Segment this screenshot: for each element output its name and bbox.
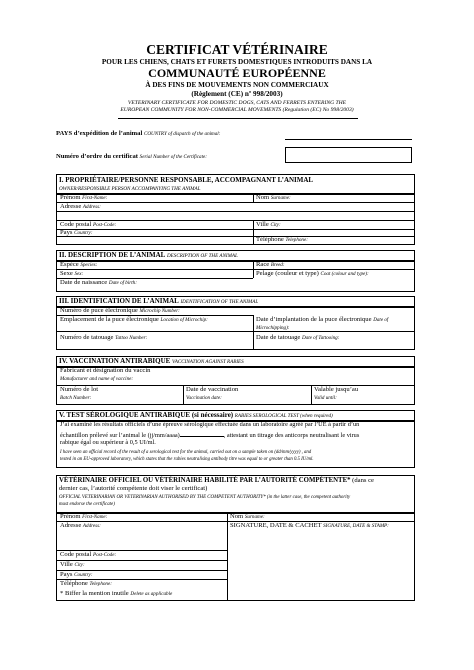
footnote: * Biffer la mention inutile Delete as applicable xyxy=(60,590,173,597)
tattoo-number-field[interactable]: Numéro de tatouage Tattoo Number: xyxy=(60,334,148,341)
vet-telephone-field[interactable]: Téléphone Telephone: xyxy=(60,580,112,587)
owner-postcode-field[interactable]: Code postal Post-Code: xyxy=(60,221,117,228)
section-veterinarian xyxy=(56,475,415,601)
coat-field[interactable]: Pelage (couleur et type) Coat (colour and type): xyxy=(256,270,369,277)
serial-number-label: Numéro d’ordre du certificat Serial Number of the Certificate: xyxy=(56,153,207,160)
sex-field[interactable]: Sexe Sex: xyxy=(60,270,84,277)
batch-number-field[interactable]: Numéro de lot Batch Number: xyxy=(60,386,99,401)
section-identification-header: III. IDENTIFICATION DE L’ANIMAL IDENTIFICATION OF THE ANIMAL xyxy=(57,297,414,308)
vaccination-date-field[interactable]: Date de vaccination Vaccination date: xyxy=(186,386,239,401)
section-serology xyxy=(56,410,415,468)
owner-surname-field[interactable]: Nom Surname: xyxy=(256,194,291,201)
vet-address-field[interactable]: Adresse Address: xyxy=(60,522,101,529)
sample-date-field[interactable] xyxy=(180,430,224,437)
section-vaccination-header: IV. VACCINATION ANTIRABIQUE VACCINATION AGAINST RABIES xyxy=(57,357,414,368)
vet-surname-field[interactable]: Nom Surname: xyxy=(230,513,265,520)
microchip-date-field[interactable]: Date d’implantation de la puce électronique Date of Microchipping): xyxy=(256,316,389,331)
country-dispatch-field[interactable] xyxy=(285,139,412,140)
vet-city-field[interactable]: Ville City: xyxy=(60,561,85,568)
owner-address-field[interactable]: Adresse Address: xyxy=(60,203,101,210)
signature-stamp-area[interactable]: SIGNATURE, DATE & CACHET SIGNATURE, DATE & STAMP: xyxy=(230,522,389,529)
header-english-1: VETERINARY CERTIFICATE FOR DOMESTIC DOGS, CATS AND FERRETS ENTERING THE xyxy=(127,100,347,106)
header-divider xyxy=(118,118,358,119)
country-dispatch-label: PAYS d’expédition de l’animal COUNTRY of dispatch of the animal: xyxy=(56,130,221,137)
valid-until-field[interactable]: Valable jusqu’au Valid until: xyxy=(314,386,359,401)
serology-statement-line-3: rabique égal ou supérieur à 0,5 UI/ml. xyxy=(60,439,156,446)
tattoo-date-field[interactable]: Date de tatouage Date of Tattooing: xyxy=(256,334,340,341)
vet-firstname-field[interactable]: Prénom First-Name: xyxy=(60,513,108,520)
section-animal-description-header: II. DESCRIPTION DE L’ANIMAL DESCRIPTION OF THE ANIMAL xyxy=(57,251,414,262)
serology-english-2: tested in an EU-approved laboratory, which states that the rabies neutralising antibody titre was equal to or greater than 0.5 IU/ml. xyxy=(60,457,314,462)
header-subtitle-1: POUR LES CHIENS, CHATS ET FURETS DOMESTIQUES INTRODUITS DANS LA xyxy=(101,58,373,66)
section-identification xyxy=(56,296,415,350)
section-owner xyxy=(56,174,415,245)
species-field[interactable]: Espèce Species: xyxy=(60,261,98,268)
breed-field[interactable]: Race Breed: xyxy=(256,261,285,268)
microchip-location-field[interactable]: Emplacement de la puce électronique Location of Microchip: xyxy=(60,316,208,323)
header-subtitle-2: COMMUNAUTÉ EUROPÉENNE xyxy=(148,66,326,80)
serology-statement-line-2: échantillon prélevé sur l’animal le (jj/mm/aaaa) , attestant un titrage des anticorps neutralisant le virus xyxy=(60,432,360,439)
serology-statement-line-1: J’ai examiné les résultats officiels d’une épreuve sérologique effectuée dans un laboratoire agréé par l’UE à partir d’un xyxy=(60,421,360,428)
section-vaccination xyxy=(56,356,415,405)
serology-english-1: I have seen an official record of the result of a serological test for the animal, carried out on a sample taken on (dd/mm/yyyy) , and xyxy=(60,450,312,455)
vet-postcode-field[interactable]: Code postal Post-Code: xyxy=(60,551,117,558)
owner-city-field[interactable]: Ville City: xyxy=(256,221,281,228)
microchip-number-field[interactable]: Numéro de puce électronique Microchip Number: xyxy=(60,307,180,314)
certificate-title: CERTIFICAT VÉTÉRINAIRE xyxy=(146,42,328,57)
header-english-2: EUROPEAN COMMUNITY FOR NON-COMMERCIAL MOVEMENTS (Regulation (EC) No 998/2003) xyxy=(120,107,354,113)
header-regulation: (Règlement (CE) nº 998/2003) xyxy=(191,90,283,98)
owner-telephone-field[interactable]: Téléphone Telephone: xyxy=(256,236,308,243)
vet-country-field[interactable]: Pays Country: xyxy=(60,571,93,578)
section-serology-header: V. TEST SÉROLOGIQUE ANTIRABIQUE (si nécessaire) RABIES SEROLOGICAL TEST (when required) xyxy=(57,411,414,422)
section-veterinarian-header: VÉTÉRINAIRE OFFICIEL OU VÉTÉRINAIRE HABILITÉ PAR L’AUTORITÉ COMPÉTENTE* (dans ce dernier cas, l’autorité compétente doit viser le certificat) OFFICIAL VETERINARIAN OR VETERINARIAN AUTHORISED BY THE COMPETENT AUTHORITY* (in the latter case, the competent authority must endorse the certificate) xyxy=(57,476,414,514)
serial-number-field[interactable] xyxy=(285,147,412,163)
birthdate-field[interactable]: Date de naissance Date of birth: xyxy=(60,279,137,286)
owner-country-field[interactable]: Pays Country: xyxy=(60,229,93,236)
section-animal-description xyxy=(56,250,415,292)
section-owner-header: I. PROPRIÉTAIRE/PERSONNE RESPONSABLE, ACCOMPAGNANT L’ANIMAL OWNER/RESPONSIBLE PERSON ACCOMPANYING THE ANIMAL xyxy=(57,175,414,195)
owner-firstname-field[interactable]: Prénom First-Name: xyxy=(60,194,108,201)
header-subtitle-3: À DES FINS DE MOUVEMENTS NON COMMERCIAUX xyxy=(145,81,329,89)
vaccine-name-field[interactable]: Fabricant et désignation du vaccin Manufacturer and name of vaccine: xyxy=(60,367,151,382)
